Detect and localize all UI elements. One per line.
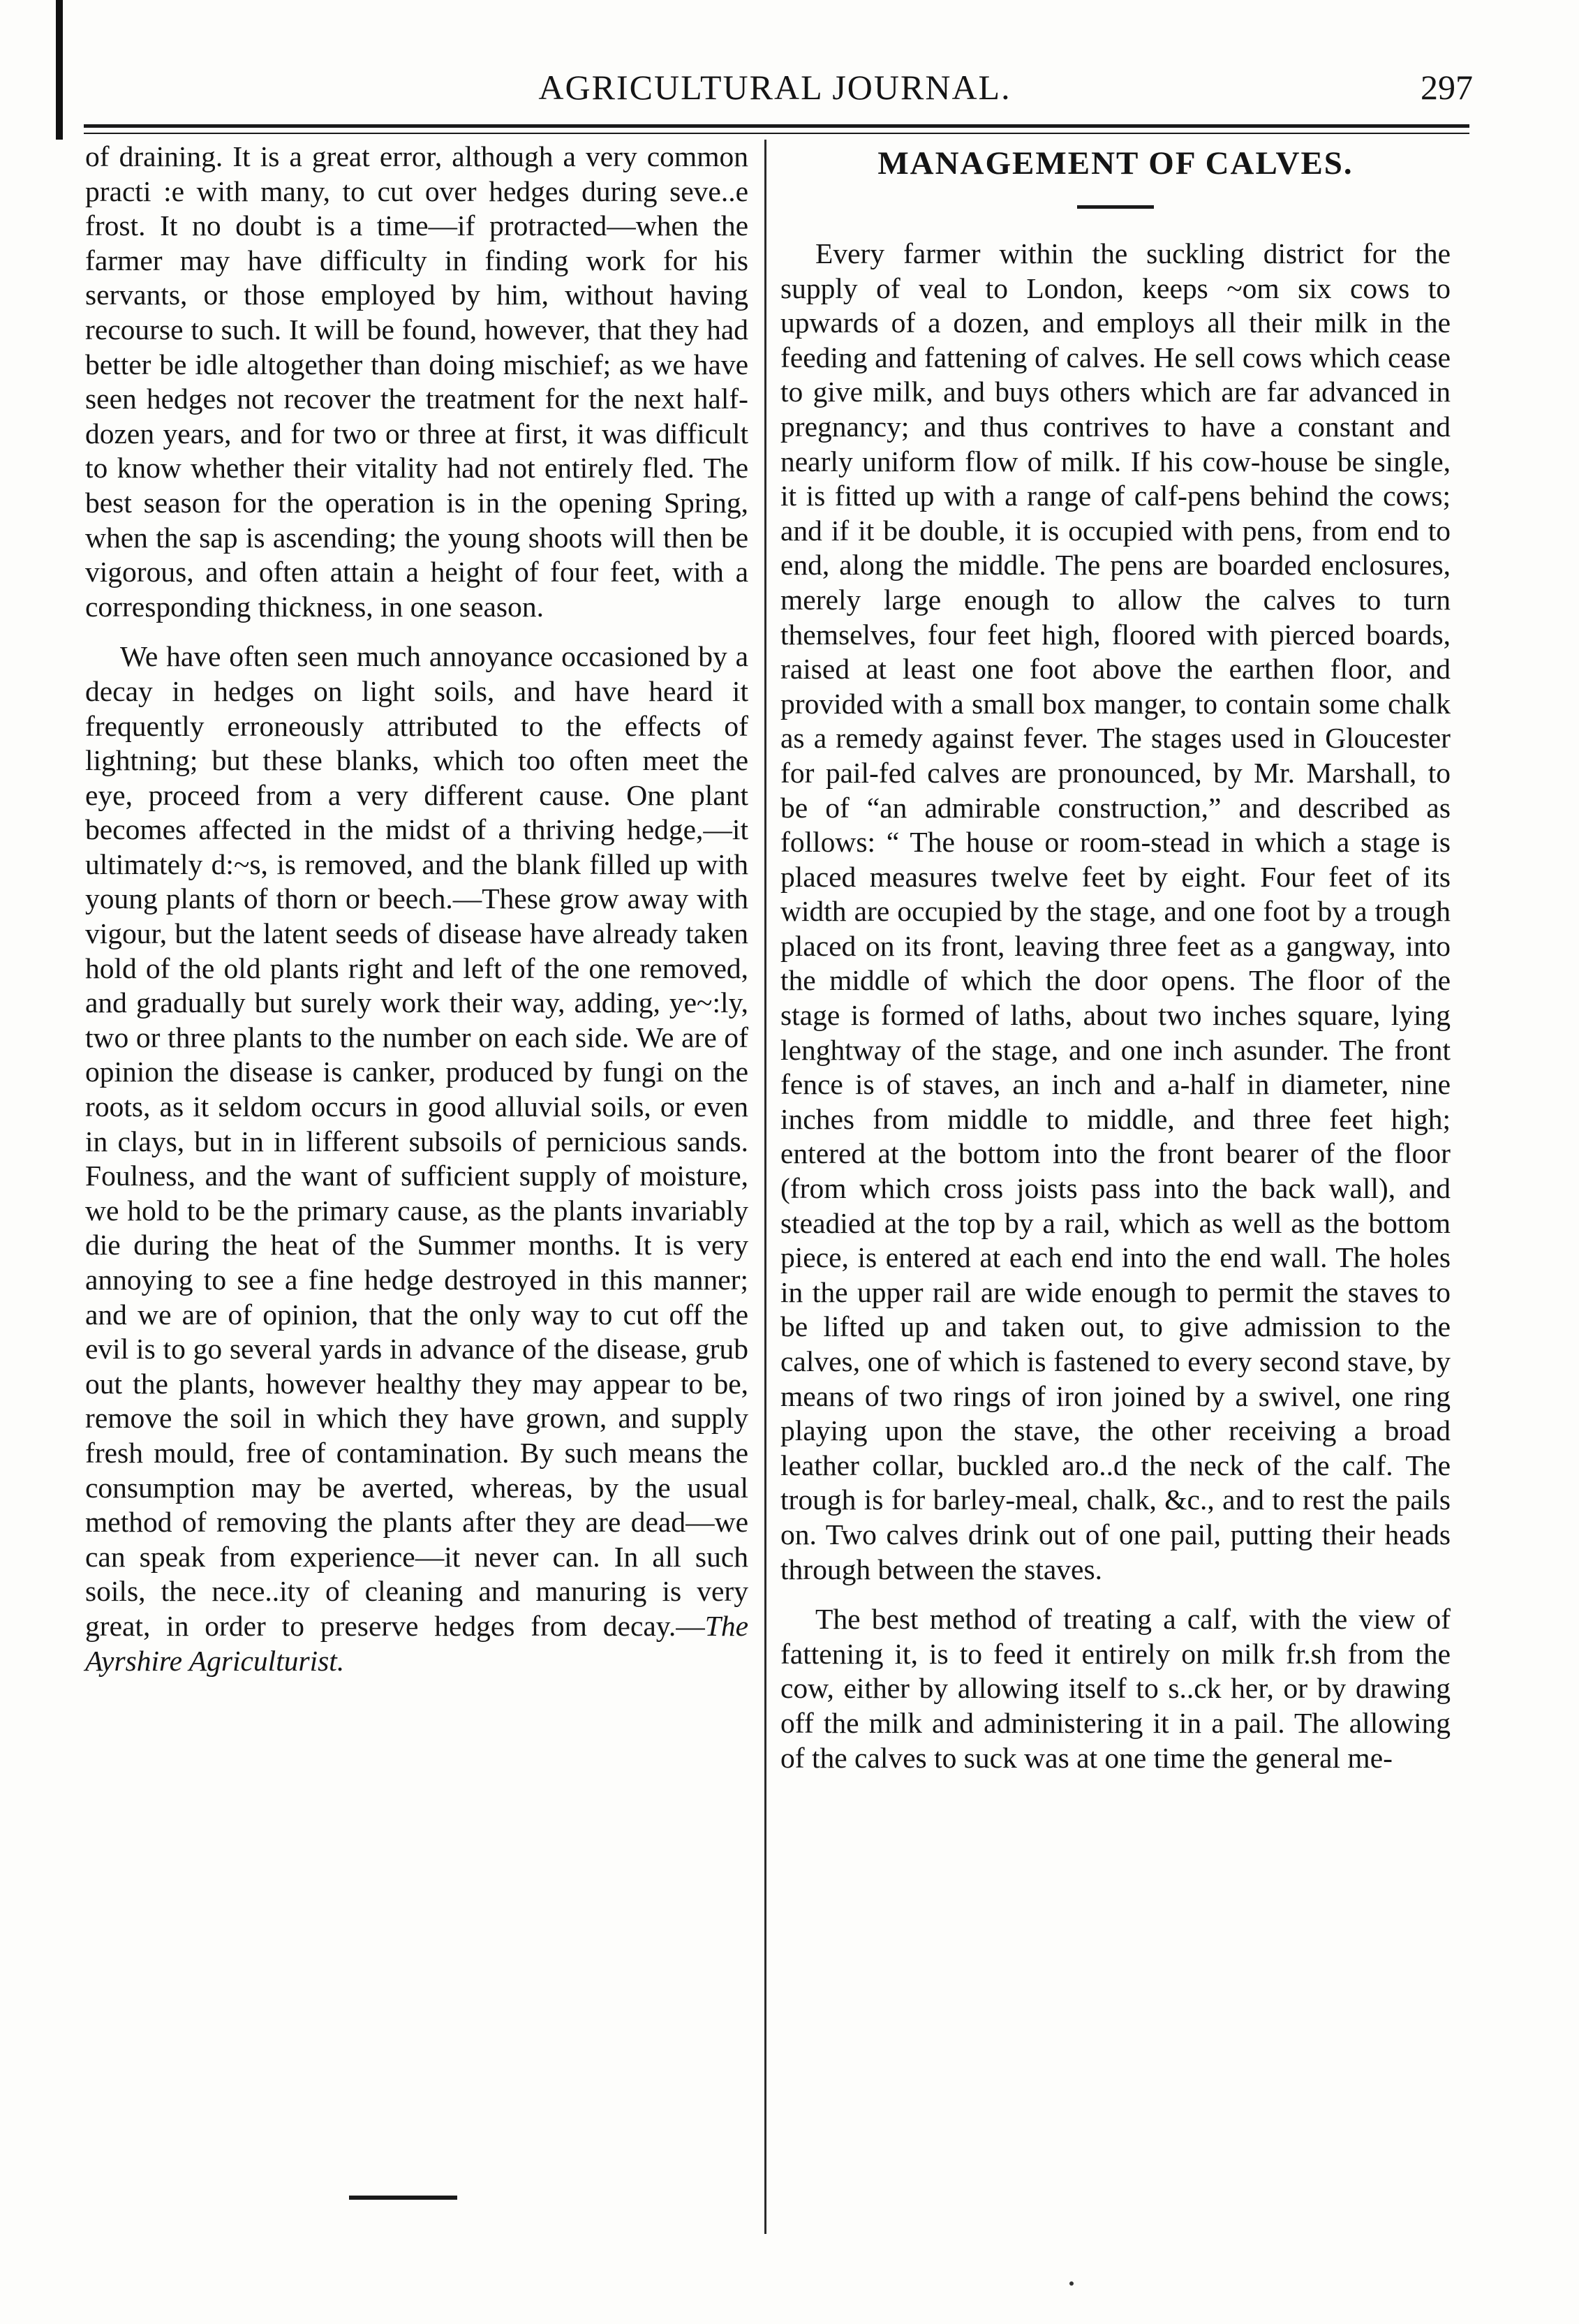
heading-rule: [1077, 205, 1154, 209]
hedges-paragraph-1: of draining. It is a great error, although a very common practi :e with many, to cut over hedges during seve..e frost. It no doubt is a time—if protracted—when the farmer may have difficulty in finding work for his servants, or those employed by him, without having recourse to such. It will be found, however, that they had better be idle altogether than doing mischief; as we have seen hedges not recover the treatment for the next half-dozen years, and for two or three at first, it was difficult to know whether their vitality had not entirely fled. The best season for the operation is in the opening Spring, when the sap is ascending; the young shoots will then be vigorous, and often attain a height of four feet, with a corresponding thickness, in one season.: [85, 140, 748, 623]
right-column: [780, 140, 1451, 1791]
article-heading: MANAGEMENT OF CALVES.: [877, 145, 1354, 182]
header-rule-thin: [84, 133, 1469, 134]
page-header: [77, 63, 1473, 119]
article-end-rule: [349, 2196, 457, 2200]
source-attribution: The Ayrshire Agriculturist.: [85, 1609, 748, 1677]
binding-edge-mark: [56, 0, 63, 140]
page-number: 297: [1421, 68, 1473, 107]
column-divider: [764, 140, 766, 2234]
left-column: [85, 140, 748, 1694]
calves-paragraph-1: Every farmer within the suckling district for the supply of veal to London, keeps ~om six cows to upwards of a dozen, and employs all their milk in the feeding and fattening of calves. He sell cows which cease to give milk, and buys others which are far advanced in pregnancy; and thus contrives to have a constant and nearly uniform flow of milk. If his cow-house be single, it is fitted up with a range of calf-pens behind the cows; and if it be double, it is occupied with pens, from end to end, along the middle. The pens are boarded enclosures, merely large enough to allow the calves to turn themselves, four feet high, floored with pierced boards, raised at least one foot above the earthen floor, and provided with a small box manger, to contain some chalk as a remedy against fever. The stages used in Gloucester for pail-fed calves are pronounced, by Mr. Marshall, to be of “an admirable construction,” and described as follows: “ The house or room-stead in which a stage is placed measures twelve feet by eight. Four feet of its width are occupied by the stage, and one foot by a trough placed on its front, leaving three feet as a gangway, into the middle of which the door opens. The floor of the stage is formed of laths, about two inches square, lying lenghtway of the stage, and one inch asunder. The front fence is of staves, an inch and a-half in diameter, nine inches from middle to middle, and three feet high; entered at the bottom into the front bearer of the floor (from which cross joists pass into the back wall), and steadied at the top by a rail, which as well as the bottom piece, is entered at each end into the end wall. The holes in the upper rail are wide enough to permit the staves to be lifted up and taken out, to give admission to the calves, one of which is fastened to every second stave, by means of two rings of iron joined by a swivel, one ring playing upon the stave, the other receiving a broad leather collar, buckled aro..d the neck of the calf. The trough is for barley-meal, chalk, &c., and to rest the pails on. Two calves drink out of one pail, putting their heads through between the staves.: [780, 237, 1451, 1585]
running-title: AGRICULTURAL JOURNAL.: [538, 68, 1011, 107]
ink-speck: [1069, 2281, 1074, 2286]
hedges-paragraph-2: [85, 639, 748, 1678]
calves-paragraph-2: The best method of treating a calf, with the view of fattening it, is to feed it entirely on milk fr.sh from the cow, either by allowing itself to s..ck her, or by drawing off the milk and administering it in a pail. The allowing of the calves to suck was at one time the general me-: [780, 1603, 1451, 1774]
hedges-paragraph-2-text: We have often seen much annoyance occasioned by a decay in hedges on light soils, and have heard it frequently erroneously attributed to the effects of lightning; but these blanks, which too often meet the eye, proceed from a very different cause. One plant becomes affected in the midst of a thriving hedge,—it ultimately d:~s, is removed, and the blank filled up with young plants of thorn or beech.—These grow away with vigour, but the latent seeds of disease have already taken hold of the old plants right and left of the one removed, and gradually but surely work their way, adding, ye~:ly, two or three plants to the number on each side. We are of opinion the disease is canker, produced by fungi on the roots, as it seldom occurs in good alluvial soils, or even in clays, but in in lifferent subsoils of pernicious sands. Foulness, and the want of sufficient supply of moisture, we hold to be the primary cause, as the plants invariably die during the heat of the Summer months. It is very annoying to see a fine hedge destroyed in this manner; and we are of opinion, that the only way to cut off the evil is to go several yards in advance of the disease, grub out the plants, however healthy they may appear to be, remove the soil in which they have grown, and supply fresh mould, free of contamination. By such means the consumption may be averted, whereas, by the usual method of removing the plants after they are dead—we can speak from experience—it never can. In all such soils, the nece..ity of cleaning and manuring is very great, in order to preserve hedges from decay.—: [85, 640, 748, 1642]
header-rule: [84, 124, 1469, 128]
